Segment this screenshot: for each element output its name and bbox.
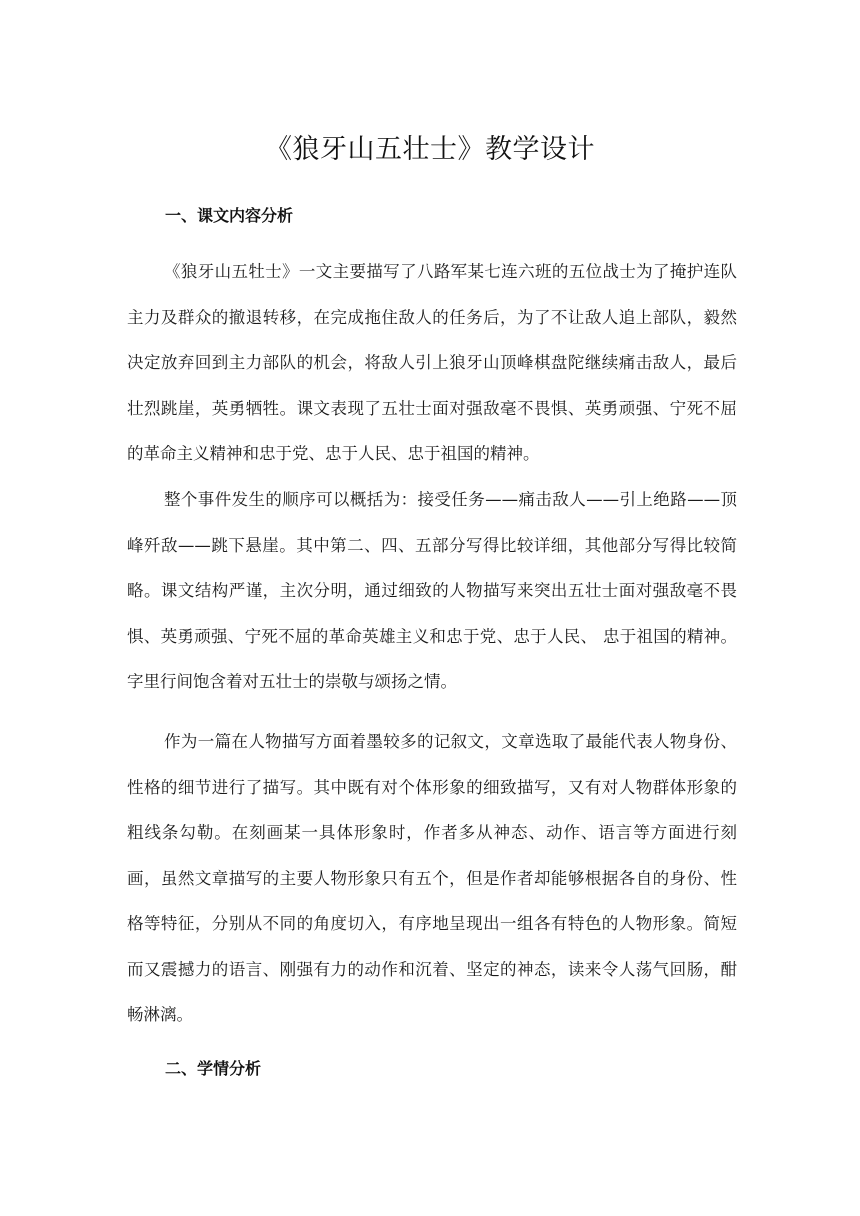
paragraph-summary: 《狼牙山五牡士》一文主要描写了八路军某七连六班的五位战士为了掩护连队主力及群众的撤退转移，在完成拖住敌人的任务后，为了不让敌人追上部队，毅然决定放弃回到主力部队的机会，将敌人引上狼牙山顶峰棋盘陀继续痛击敌人，最后壮烈跳崖，英勇牺牲。课文表现了五壮士面对强敌毫不畏惧、英勇顽强、宁死不屈的革命主义精神和忠于党、忠于人民、忠于祖国的精神。 — [127, 262, 737, 463]
paragraph-event-sequence: 整个事件发生的顺序可以概括为：接受任务——痛击敌人——引上绝路——顶峰歼敌——跳下悬崖。其中第二、四、五部分写得比较详细，其他部分写得比较简略。课文结构严谨，主次分明，通过细致的人物描写来突出五壮士面对强敌毫不畏惧、英勇顽强、宁死不屈的革命英雄主义和忠于党、忠于人民、 忠于祖国的精神。字里行间饱含着对五壮士的崇敬与颂扬之情。 — [127, 490, 737, 691]
section-heading-student-analysis: 二、学情分析 — [165, 1059, 262, 1078]
paragraph-character-description: 作为一篇在人物描写方面着墨较多的记叙文，文章选取了最能代表人物身份、性格的细节进行了描写。其中既有对个体形象的细致描写，又有对人物群体形象的粗线条勾勒。在刻画某一具体形象时，作者多从神态、动作、语言等方面进行刻画，虽然文章描写的主要人物形象只有五个，但是作者却能够根据各自的身份、性格等特征，分别从不同的角度切入，有序地呈现出一组各有特色的人物形象。简短而又震撼力的语言、刚强有力的动作和沉着、坚定的神态，读来令人荡气回肠，酣畅淋漓。 — [127, 732, 737, 1024]
document-title: 《狼牙山五壮士》教学设计 — [265, 134, 595, 165]
section-heading-content-analysis: 一、课文内容分析 — [165, 206, 294, 225]
